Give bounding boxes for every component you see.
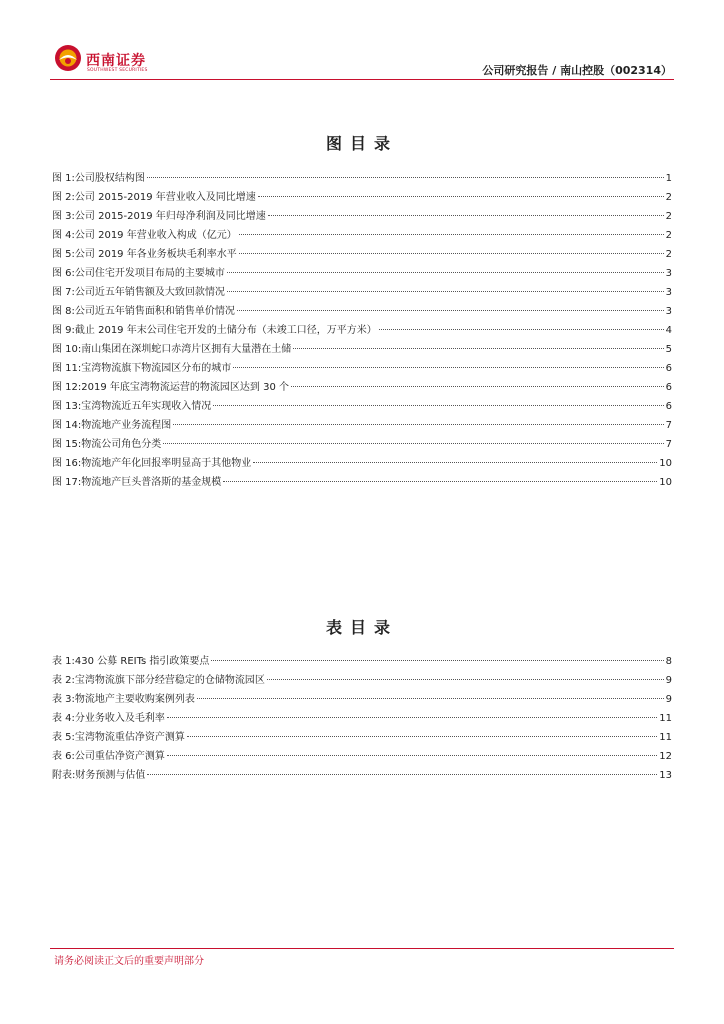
toc-entry-page: 9 bbox=[665, 694, 672, 705]
toc-entry-label: 表 6: bbox=[52, 751, 75, 762]
toc-entry[interactable] bbox=[52, 473, 672, 492]
toc-leader-dots bbox=[239, 234, 664, 235]
toc-entry[interactable] bbox=[52, 435, 672, 454]
toc-entry[interactable] bbox=[52, 207, 672, 226]
toc-entry-page: 4 bbox=[665, 325, 672, 336]
toc-entry-label: 图 12: bbox=[52, 382, 82, 393]
toc-entry-page: 2 bbox=[665, 211, 672, 222]
toc-entry[interactable] bbox=[52, 709, 672, 728]
toc-leader-dots bbox=[167, 755, 657, 756]
header-divider bbox=[50, 79, 674, 80]
toc-entry-label: 图 10: bbox=[52, 344, 82, 355]
toc-entry-title: 分业务收入及毛利率 bbox=[74, 713, 165, 724]
toc-entry-label: 图 4: bbox=[52, 230, 75, 241]
toc-entry-title: 公司重估净资产测算 bbox=[74, 751, 165, 762]
toc-entry-title: 南山集团在深圳蛇口赤湾片区拥有大量潜在土储 bbox=[81, 344, 292, 355]
toc-entry-page: 2 bbox=[665, 230, 672, 241]
toc-entry-page: 11 bbox=[659, 713, 672, 724]
toc-entry-title: 公司近五年销售面积和销售单价情况 bbox=[74, 306, 235, 317]
toc-entry[interactable] bbox=[52, 728, 672, 747]
logo-cn-text: 西南证券 bbox=[86, 53, 146, 69]
toc-leader-dots bbox=[267, 679, 664, 680]
toc-entry-label: 图 15: bbox=[52, 439, 82, 450]
toc-entry-page: 9 bbox=[665, 675, 672, 686]
toc-leader-dots bbox=[253, 462, 657, 463]
toc-leader-dots bbox=[293, 348, 663, 349]
toc-entry-title: 公司 2019 年各业务板块毛利率水平 bbox=[74, 249, 237, 260]
toc-entry-page: 3 bbox=[665, 287, 672, 298]
report-header-title: 公司研究报告 / 南山控股（002314） bbox=[482, 64, 672, 77]
toc-entry-label: 表 2: bbox=[52, 675, 75, 686]
toc-entry[interactable] bbox=[52, 690, 672, 709]
toc-entry-page: 2 bbox=[665, 192, 672, 203]
toc-entry-title: 物流地产年化回报率明显高于其他物业 bbox=[81, 458, 252, 469]
toc-leader-dots bbox=[163, 443, 663, 444]
toc-entry-page: 10 bbox=[659, 477, 672, 488]
toc-entry-label: 图 2: bbox=[52, 192, 75, 203]
toc-entry[interactable] bbox=[52, 283, 672, 302]
tables-section-title: 表目录 bbox=[325, 618, 398, 637]
toc-entry[interactable] bbox=[52, 340, 672, 359]
toc-entry-page: 2 bbox=[665, 249, 672, 260]
toc-entry[interactable] bbox=[52, 766, 672, 785]
toc-entry-label: 图 14: bbox=[52, 420, 82, 431]
toc-entry-title: 公司 2015-2019 年营业收入及同比增速 bbox=[74, 192, 256, 203]
toc-entry-title: 宝湾物流近五年实现收入情况 bbox=[81, 401, 212, 412]
toc-leader-dots bbox=[147, 774, 657, 775]
toc-entry-title: 公司股权结构图 bbox=[74, 173, 145, 184]
toc-leader-dots bbox=[213, 405, 663, 406]
toc-entry-title: 公司 2015-2019 年归母净利润及同比增速 bbox=[74, 211, 266, 222]
toc-leader-dots bbox=[291, 386, 664, 387]
toc-entry-title: 截止 2019 年末公司住宅开发的土储分布（未竣工口径，万平方米） bbox=[74, 325, 377, 336]
toc-entry-page: 13 bbox=[659, 770, 672, 781]
toc-entry[interactable] bbox=[52, 226, 672, 245]
toc-entry-label: 图 7: bbox=[52, 287, 75, 298]
toc-leader-dots bbox=[239, 253, 664, 254]
footer-divider bbox=[50, 948, 674, 949]
toc-leader-dots bbox=[173, 424, 663, 425]
toc-entry-label: 表 4: bbox=[52, 713, 75, 724]
toc-entry-label: 图 11: bbox=[52, 363, 82, 374]
toc-leader-dots bbox=[237, 310, 664, 311]
logo-emblem-icon bbox=[54, 44, 82, 72]
toc-entry-title: 公司住宅开发项目布局的主要城市 bbox=[74, 268, 225, 279]
toc-entry-page: 8 bbox=[665, 656, 672, 667]
toc-entry-label: 图 8: bbox=[52, 306, 75, 317]
toc-entry[interactable] bbox=[52, 671, 672, 690]
tables-toc-list bbox=[52, 652, 672, 785]
toc-leader-dots bbox=[147, 177, 664, 178]
toc-entry-title: 宝湾物流旗下物流园区分布的城市 bbox=[81, 363, 232, 374]
toc-leader-dots bbox=[233, 367, 663, 368]
toc-entry[interactable] bbox=[52, 397, 672, 416]
toc-entry[interactable] bbox=[52, 416, 672, 435]
toc-entry[interactable] bbox=[52, 302, 672, 321]
logo-en-text: SOUTHWEST SECURITIES bbox=[87, 68, 148, 73]
toc-entry-label: 图 16: bbox=[52, 458, 82, 469]
toc-entry[interactable] bbox=[52, 747, 672, 766]
toc-entry[interactable] bbox=[52, 169, 672, 188]
toc-entry-page: 7 bbox=[665, 420, 672, 431]
toc-entry-title: 物流地产主要收购案例列表 bbox=[74, 694, 195, 705]
toc-entry[interactable] bbox=[52, 245, 672, 264]
toc-entry-title: 430 公募 REITs 指引政策要点 bbox=[74, 656, 210, 667]
footer-disclaimer: 请务必阅读正文后的重要声明部分 bbox=[54, 956, 204, 967]
toc-leader-dots bbox=[258, 196, 664, 197]
toc-entry-label: 表 1: bbox=[52, 656, 75, 667]
figures-section-title: 图目录 bbox=[325, 134, 398, 153]
toc-entry-page: 6 bbox=[665, 382, 672, 393]
page-header bbox=[0, 0, 724, 82]
toc-leader-dots bbox=[227, 291, 664, 292]
toc-entry-label: 表 5: bbox=[52, 732, 75, 743]
toc-entry-title: 公司 2019 年营业收入构成（亿元） bbox=[74, 230, 237, 241]
toc-leader-dots bbox=[268, 215, 664, 216]
toc-entry-label: 表 3: bbox=[52, 694, 75, 705]
toc-entry-page: 12 bbox=[659, 751, 672, 762]
figures-toc-list bbox=[52, 169, 672, 492]
toc-entry-label: 图 6: bbox=[52, 268, 75, 279]
toc-entry-title: 2019 年底宝湾物流运营的物流园区达到 30 个 bbox=[81, 382, 289, 393]
toc-leader-dots bbox=[187, 736, 657, 737]
toc-entry-page: 5 bbox=[665, 344, 672, 355]
toc-entry-page: 7 bbox=[665, 439, 672, 450]
toc-entry-title: 宝湾物流旗下部分经营稳定的仓储物流园区 bbox=[74, 675, 265, 686]
toc-entry-page: 10 bbox=[659, 458, 672, 469]
toc-leader-dots bbox=[379, 329, 664, 330]
toc-entry-page: 6 bbox=[665, 363, 672, 374]
toc-entry-label: 图 9: bbox=[52, 325, 75, 336]
toc-entry-page: 11 bbox=[659, 732, 672, 743]
toc-entry[interactable] bbox=[52, 359, 672, 378]
toc-entry-label: 附表: bbox=[52, 770, 76, 781]
toc-entry[interactable] bbox=[52, 188, 672, 207]
toc-entry-title: 公司近五年销售额及大致回款情况 bbox=[74, 287, 225, 298]
toc-leader-dots bbox=[223, 481, 657, 482]
toc-entry-page: 1 bbox=[665, 173, 672, 184]
toc-entry[interactable] bbox=[52, 321, 672, 340]
toc-entry[interactable] bbox=[52, 652, 672, 671]
toc-entry-title: 物流公司角色分类 bbox=[81, 439, 162, 450]
toc-entry-label: 图 5: bbox=[52, 249, 75, 260]
toc-entry[interactable] bbox=[52, 454, 672, 473]
toc-entry-page: 3 bbox=[665, 268, 672, 279]
toc-entry-page: 6 bbox=[665, 401, 672, 412]
toc-leader-dots bbox=[197, 698, 664, 699]
toc-leader-dots bbox=[167, 717, 657, 718]
toc-entry[interactable] bbox=[52, 378, 672, 397]
toc-leader-dots bbox=[211, 660, 663, 661]
toc-entry-label: 图 13: bbox=[52, 401, 82, 412]
toc-entry-title: 物流地产业务流程图 bbox=[81, 420, 172, 431]
toc-entry-label: 图 17: bbox=[52, 477, 82, 488]
toc-entry-title: 财务预测与估值 bbox=[75, 770, 146, 781]
toc-leader-dots bbox=[227, 272, 664, 273]
toc-entry-label: 图 1: bbox=[52, 173, 75, 184]
toc-entry-label: 图 3: bbox=[52, 211, 75, 222]
toc-entry[interactable] bbox=[52, 264, 672, 283]
company-logo bbox=[54, 44, 164, 74]
toc-entry-title: 宝湾物流重估净资产测算 bbox=[74, 732, 185, 743]
toc-entry-page: 3 bbox=[665, 306, 672, 317]
toc-entry-title: 物流地产巨头普洛斯的基金规模 bbox=[81, 477, 222, 488]
